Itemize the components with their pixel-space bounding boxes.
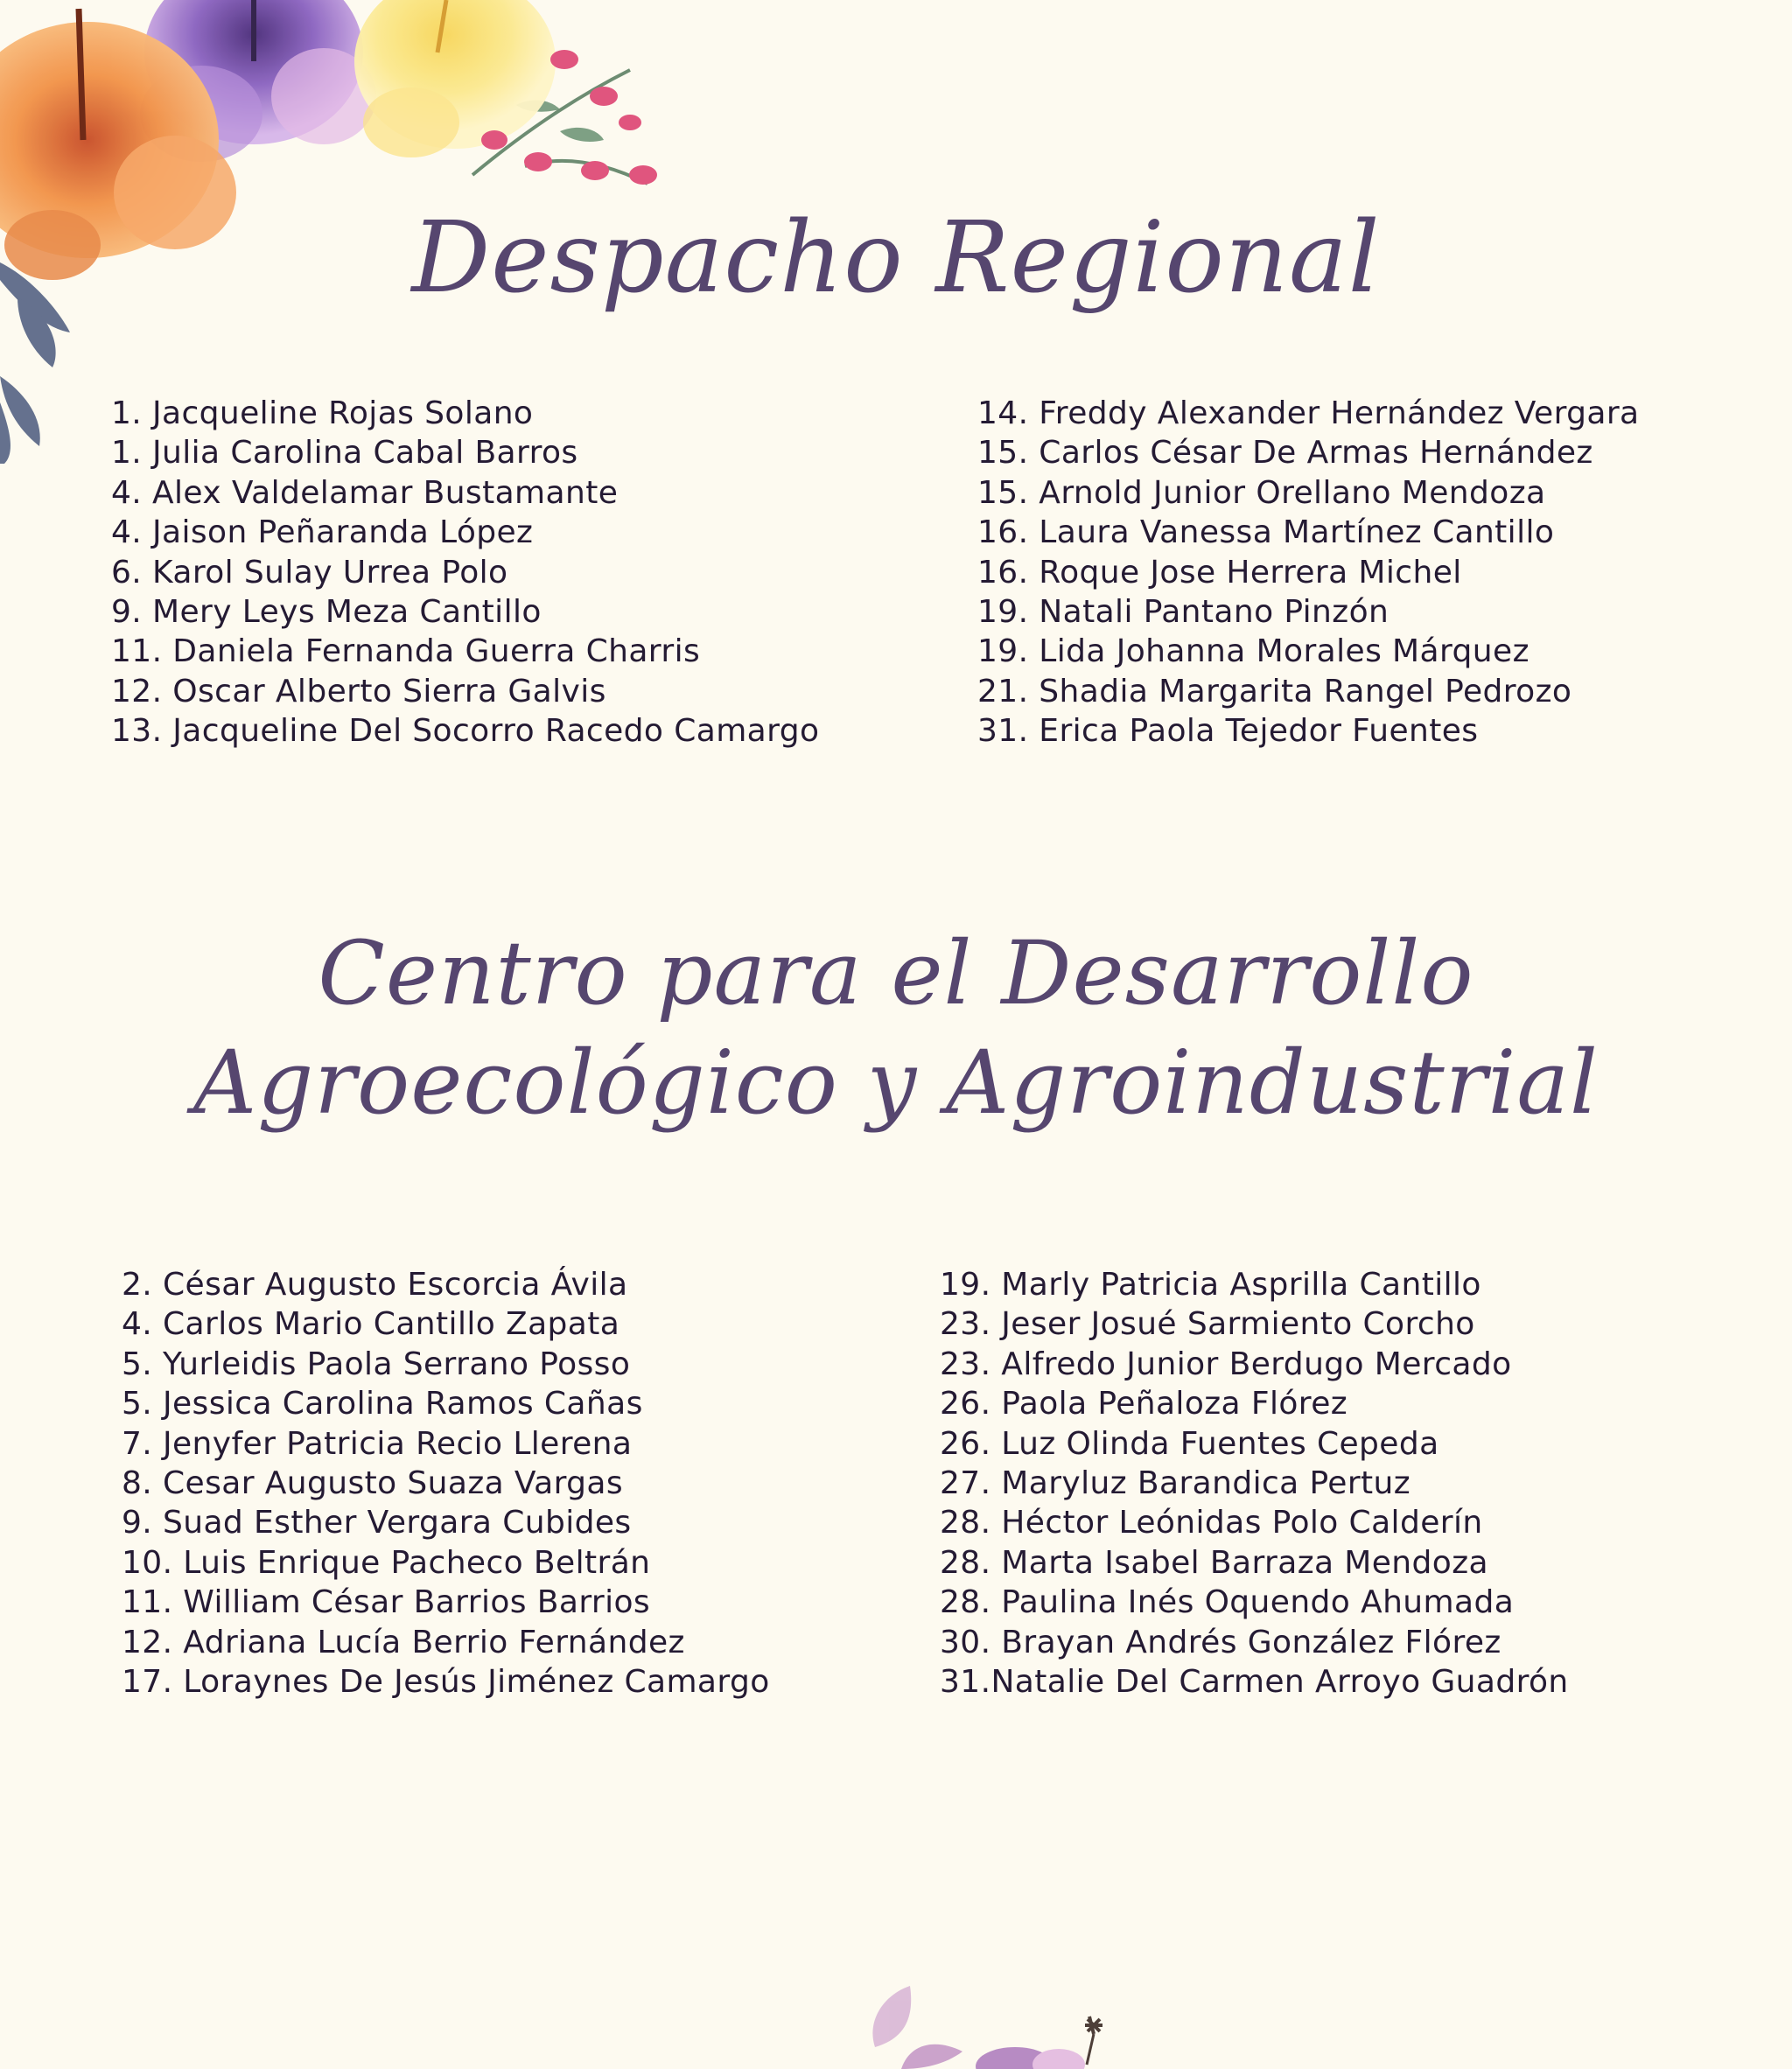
list-item: 19. Marly Patricia Asprilla Cantillo [940, 1267, 1481, 1303]
list-item: 15. Carlos César De Armas Hernández [977, 435, 1593, 472]
list-item: 21. Shadia Margarita Rangel Pedrozo [977, 673, 1572, 709]
list-item: 26. Luz Olinda Fuentes Cepeda [940, 1425, 1439, 1462]
section-title-despacho-regional: Despacho Regional [411, 201, 1381, 315]
list-item: 12. Oscar Alberto Sierra Galvis [111, 673, 606, 709]
list-item: 9. Mery Leys Meza Cantillo [111, 594, 542, 631]
title-line-1: Centro para el Desarrollo [318, 922, 1474, 1024]
list-item: 28. Paulina Inés Oquendo Ahumada [940, 1584, 1515, 1621]
list-item: 28. Héctor Leónidas Polo Calderín [940, 1505, 1483, 1541]
list-item: 31. Erica Paola Tejedor Fuentes [977, 713, 1479, 750]
list-item: 15. Arnold Junior Orellano Mendoza [977, 474, 1546, 511]
list-item: 10. Luis Enrique Pacheco Beltrán [122, 1544, 651, 1581]
list-item: 5. Yurleidis Paola Serrano Posso [122, 1346, 631, 1382]
title-line-2: Agroecológico y Agroindustrial [192, 1031, 1600, 1134]
despacho-regional-list-left [111, 394, 819, 751]
list-item: 2. César Augusto Escorcia Ávila [122, 1267, 628, 1303]
list-item: 4. Carlos Mario Cantillo Zapata [122, 1306, 620, 1343]
list-item: 8. Cesar Augusto Suaza Vargas [122, 1465, 624, 1502]
list-item: 11. William César Barrios Barrios [122, 1584, 651, 1621]
list-item: 26. Paola Peñaloza Flórez [940, 1386, 1348, 1422]
list-item: 4. Alex Valdelamar Bustamante [111, 474, 619, 511]
floral-decoration-bottom [840, 1968, 1155, 2069]
centro-desarrollo-list-left [122, 1265, 770, 1702]
list-item: 19. Natali Pantano Pinzón [977, 594, 1390, 631]
list-item: 19. Lida Johanna Morales Márquez [977, 633, 1530, 670]
list-item: 16. Roque Jose Herrera Michel [977, 554, 1462, 591]
list-item: 23. Alfredo Junior Berdugo Mercado [940, 1346, 1512, 1382]
list-item: 13. Jacqueline Del Socorro Racedo Camargo [111, 713, 820, 750]
list-item: 4. Jaison Peñaranda López [111, 514, 534, 551]
despacho-regional-list-right [977, 394, 1640, 751]
list-item: 5. Jessica Carolina Ramos Cañas [122, 1386, 643, 1422]
list-item: 11. Daniela Fernanda Guerra Charris [111, 633, 701, 670]
list-item: 27. Maryluz Barandica Pertuz [940, 1465, 1411, 1502]
list-item: 17. Loraynes De Jesús Jiménez Camargo [122, 1664, 770, 1701]
list-item: 7. Jenyfer Patricia Recio Llerena [122, 1425, 633, 1462]
section-title-centro-desarrollo [0, 919, 1792, 1137]
centro-desarrollo-list-right [940, 1265, 1569, 1702]
list-item: 31.Natalie Del Carmen Arroyo Guadrón [940, 1664, 1569, 1701]
list-item: 30. Brayan Andrés González Flórez [940, 1624, 1502, 1660]
list-item: 28. Marta Isabel Barraza Mendoza [940, 1544, 1488, 1581]
list-item: 1. Julia Carolina Cabal Barros [111, 435, 578, 472]
list-item: 14. Freddy Alexander Hernández Vergara [977, 395, 1640, 431]
list-item: 23. Jeser Josué Sarmiento Corcho [940, 1306, 1475, 1343]
list-item: 6. Karol Sulay Urrea Polo [111, 554, 508, 591]
list-item: 12. Adriana Lucía Berrio Fernández [122, 1624, 685, 1660]
list-item: 16. Laura Vanessa Martínez Cantillo [977, 514, 1555, 551]
list-item: 9. Suad Esther Vergara Cubides [122, 1505, 632, 1541]
list-item: 1. Jacqueline Rojas Solano [111, 395, 534, 431]
